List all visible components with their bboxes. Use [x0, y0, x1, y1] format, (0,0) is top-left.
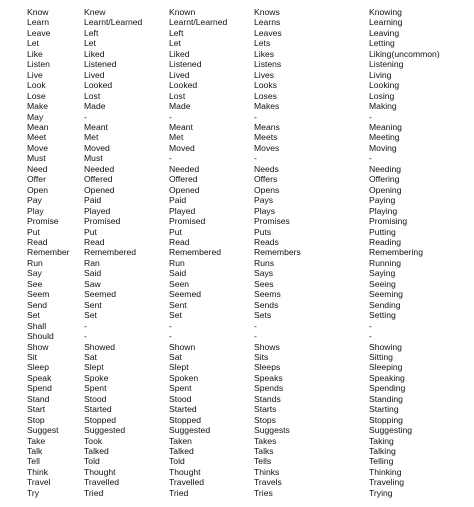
present-participle-cell: Liking(uncommon)	[369, 48, 440, 59]
third-person-cell: Sees	[254, 278, 274, 289]
base-form-cell: Let	[27, 38, 39, 49]
third-person-cell: Promises	[254, 216, 290, 227]
past-simple-cell: Put	[84, 226, 97, 237]
table-row	[27, 300, 467, 310]
third-person-cell: Travels	[254, 477, 282, 488]
present-participle-cell: Seeming	[369, 289, 403, 300]
past-participle-cell: Needed	[169, 163, 200, 174]
present-participle-cell: Suggesting	[369, 425, 413, 436]
base-form-cell: See	[27, 278, 43, 289]
past-participle-cell: -	[169, 320, 172, 331]
past-participle-cell: Set	[169, 310, 182, 321]
past-simple-cell: Travelled	[84, 477, 120, 488]
table-row	[27, 122, 467, 132]
base-form-cell: Spend	[27, 383, 52, 394]
past-simple-cell: Offered	[84, 174, 113, 185]
present-participle-cell: Looking	[369, 80, 400, 91]
base-form-cell: Like	[27, 48, 43, 59]
present-participle-cell: Sending	[369, 299, 401, 310]
third-person-cell: Puts	[254, 226, 272, 237]
third-person-cell: -	[254, 111, 257, 122]
present-participle-cell: Needing	[369, 163, 402, 174]
present-participle-cell: Living	[369, 69, 392, 80]
past-participle-cell: Promised	[169, 216, 206, 227]
past-simple-cell: Let	[84, 38, 96, 49]
base-form-cell: Promise	[27, 216, 59, 227]
past-simple-cell: Slept	[84, 362, 104, 373]
table-row	[27, 289, 467, 299]
past-simple-cell: Moved	[84, 142, 110, 153]
third-person-cell: Sits	[254, 351, 269, 362]
third-person-cell: -	[254, 320, 257, 331]
base-form-cell: Read	[27, 236, 48, 247]
present-participle-cell: Standing	[369, 393, 403, 404]
third-person-cell: Speaks	[254, 372, 283, 383]
third-person-cell: Sleeps	[254, 362, 281, 373]
base-form-cell: May	[27, 111, 44, 122]
past-simple-cell: Sat	[84, 351, 97, 362]
base-form-cell: Talk	[27, 446, 43, 457]
table-row	[27, 467, 467, 477]
third-person-cell: Knows	[254, 7, 280, 17]
third-person-cell: Runs	[254, 257, 275, 268]
table-row	[27, 28, 467, 38]
past-participle-cell: Meant	[169, 121, 193, 132]
past-simple-cell: Seemed	[84, 289, 117, 300]
past-simple-cell: -	[84, 331, 87, 342]
past-participle-cell: Sent	[169, 299, 187, 310]
past-simple-cell: Played	[84, 205, 111, 216]
table-row	[27, 477, 467, 487]
third-person-cell: Takes	[254, 435, 277, 446]
base-form-cell: Sleep	[27, 362, 49, 373]
base-form-cell: Meet	[27, 132, 47, 143]
present-participle-cell: -	[369, 111, 372, 122]
third-person-cell: Remembers	[254, 247, 301, 258]
third-person-cell: Suggests	[254, 425, 290, 436]
past-simple-cell: Took	[84, 435, 103, 446]
table-row	[27, 227, 467, 237]
present-participle-cell: Letting	[369, 38, 395, 49]
base-form-cell: Suggest	[27, 425, 59, 436]
present-participle-cell: Showing	[369, 341, 402, 352]
third-person-cell: Opens	[254, 184, 280, 195]
base-form-cell: Should	[27, 331, 54, 342]
table-row	[27, 247, 467, 257]
present-participle-cell: Saying	[369, 268, 396, 279]
past-participle-cell: Started	[169, 404, 197, 415]
table-row	[27, 488, 467, 498]
third-person-cell: Listens	[254, 59, 282, 70]
base-form-cell: Know	[27, 7, 49, 17]
past-participle-cell: Played	[169, 205, 196, 216]
present-participle-cell: Thinking	[369, 466, 402, 477]
table-row	[27, 49, 467, 59]
base-form-cell: Open	[27, 184, 49, 195]
table-row	[27, 342, 467, 352]
base-form-cell: Learn	[27, 17, 49, 28]
past-simple-cell: Read	[84, 236, 105, 247]
base-form-cell: Tell	[27, 456, 40, 467]
third-person-cell: Thinks	[254, 466, 280, 477]
present-participle-cell: Making	[369, 101, 397, 112]
third-person-cell: Sets	[254, 310, 272, 321]
past-simple-cell: Stood	[84, 393, 107, 404]
past-participle-cell: Put	[169, 226, 182, 237]
past-participle-cell: Said	[169, 268, 187, 279]
present-participle-cell: Meaning	[369, 121, 402, 132]
past-simple-cell: Paid	[84, 195, 102, 206]
past-simple-cell: Started	[84, 404, 112, 415]
table-row	[27, 70, 467, 80]
past-participle-cell: Looked	[169, 80, 198, 91]
base-form-cell: Move	[27, 142, 49, 153]
past-participle-cell: Remembered	[169, 247, 222, 258]
base-form-cell: Stop	[27, 414, 45, 425]
present-participle-cell: -	[369, 153, 372, 164]
past-simple-cell: Lived	[84, 69, 105, 80]
past-participle-cell: Learnt/Learned	[169, 17, 228, 28]
third-person-cell: Says	[254, 268, 274, 279]
past-participle-cell: -	[169, 153, 172, 164]
third-person-cell: Shows	[254, 341, 280, 352]
present-participle-cell: Remembering	[369, 247, 423, 258]
past-simple-cell: Listened	[84, 59, 117, 70]
third-person-cell: Means	[254, 121, 280, 132]
present-participle-cell: Traveling	[369, 477, 405, 488]
third-person-cell: Looks	[254, 80, 277, 91]
present-participle-cell: Knowing	[369, 7, 402, 17]
past-simple-cell: Remembered	[84, 247, 137, 258]
past-simple-cell: Must	[84, 153, 103, 164]
third-person-cell: Talks	[254, 446, 274, 457]
table-row	[27, 415, 467, 425]
third-person-cell: Pays	[254, 195, 274, 206]
present-participle-cell: Telling	[369, 456, 394, 467]
present-participle-cell: Spending	[369, 383, 406, 394]
base-form-cell: Put	[27, 226, 40, 237]
present-participle-cell: Playing	[369, 205, 398, 216]
past-simple-cell: Opened	[84, 184, 115, 195]
past-participle-cell: Lost	[169, 90, 186, 101]
past-simple-cell: Spent	[84, 383, 107, 394]
base-form-cell: Listen	[27, 59, 50, 70]
present-participle-cell: Listening	[369, 59, 404, 70]
base-form-cell: Look	[27, 80, 46, 91]
table-row	[27, 216, 467, 226]
past-participle-cell: Made	[169, 101, 191, 112]
past-participle-cell: Paid	[169, 195, 187, 206]
past-simple-cell: Spoke	[84, 372, 109, 383]
past-simple-cell: Made	[84, 101, 106, 112]
third-person-cell: Meets	[254, 132, 278, 143]
past-participle-cell: Seemed	[169, 289, 202, 300]
base-form-cell: Pay	[27, 195, 42, 206]
third-person-cell: Tries	[254, 487, 273, 498]
past-participle-cell: Sat	[169, 351, 182, 362]
base-form-cell: Play	[27, 205, 44, 216]
past-simple-cell: -	[84, 320, 87, 331]
base-form-cell: Show	[27, 341, 49, 352]
third-person-cell: Likes	[254, 48, 275, 59]
past-simple-cell: Suggested	[84, 425, 126, 436]
past-participle-cell: Suggested	[169, 425, 211, 436]
table-row	[27, 373, 467, 383]
base-form-cell: Think	[27, 466, 49, 477]
past-participle-cell: Left	[169, 27, 184, 38]
past-participle-cell: Let	[169, 38, 181, 49]
present-participle-cell: Starting	[369, 404, 399, 415]
present-participle-cell: Losing	[369, 90, 395, 101]
third-person-cell: Tells	[254, 456, 272, 467]
past-participle-cell: Known	[169, 7, 196, 17]
present-participle-cell: Sleeping	[369, 362, 403, 373]
past-simple-cell: Showed	[84, 341, 116, 352]
past-participle-cell: Opened	[169, 184, 200, 195]
table-row	[27, 394, 467, 404]
base-form-cell: Speak	[27, 372, 52, 383]
third-person-cell: Learns	[254, 17, 281, 28]
present-participle-cell: Promising	[369, 216, 408, 227]
table-row	[27, 112, 467, 122]
present-participle-cell: Taking	[369, 435, 394, 446]
base-form-cell: Stand	[27, 393, 50, 404]
past-participle-cell: Liked	[169, 48, 190, 59]
third-person-cell: -	[254, 331, 257, 342]
table-row	[27, 331, 467, 341]
present-participle-cell: Seeing	[369, 278, 396, 289]
base-form-cell: Remember	[27, 247, 70, 258]
base-form-cell: Live	[27, 69, 43, 80]
past-participle-cell: Moved	[169, 142, 195, 153]
past-participle-cell: Tried	[169, 487, 189, 498]
past-simple-cell: Told	[84, 456, 100, 467]
past-simple-cell: Saw	[84, 278, 101, 289]
third-person-cell: Offers	[254, 174, 278, 185]
present-participle-cell: Stopping	[369, 414, 403, 425]
table-row	[27, 352, 467, 362]
base-form-cell: Need	[27, 163, 48, 174]
past-participle-cell: Travelled	[169, 477, 205, 488]
table-row	[27, 164, 467, 174]
past-participle-cell: Spent	[169, 383, 192, 394]
third-person-cell: Moves	[254, 142, 280, 153]
past-simple-cell: Met	[84, 132, 99, 143]
third-person-cell: Sends	[254, 299, 279, 310]
past-simple-cell: Ran	[84, 257, 100, 268]
present-participle-cell: Paying	[369, 195, 396, 206]
table-row	[27, 456, 467, 466]
present-participle-cell: Setting	[369, 310, 396, 321]
table-row	[27, 17, 467, 27]
past-participle-cell: Thought	[169, 466, 201, 477]
table-row	[27, 436, 467, 446]
past-participle-cell: Told	[169, 456, 185, 467]
base-form-cell: Sit	[27, 351, 38, 362]
table-row	[27, 258, 467, 268]
base-form-cell: Mean	[27, 121, 49, 132]
past-simple-cell: Stopped	[84, 414, 117, 425]
present-participle-cell: Leaving	[369, 27, 400, 38]
table-row	[27, 237, 467, 247]
past-participle-cell: Listened	[169, 59, 202, 70]
past-participle-cell: Spoken	[169, 372, 199, 383]
past-simple-cell: Thought	[84, 466, 116, 477]
third-person-cell: Makes	[254, 101, 280, 112]
third-person-cell: Loses	[254, 90, 277, 101]
present-participle-cell: -	[369, 331, 372, 342]
base-form-cell: Make	[27, 101, 49, 112]
present-participle-cell: Opening	[369, 184, 402, 195]
third-person-cell: Plays	[254, 205, 276, 216]
table-row	[27, 321, 467, 331]
base-form-cell: Offer	[27, 174, 46, 185]
past-participle-cell: Seen	[169, 278, 190, 289]
base-form-cell: Run	[27, 257, 43, 268]
past-simple-cell: Needed	[84, 163, 115, 174]
table-row	[27, 143, 467, 153]
base-form-cell: Set	[27, 310, 40, 321]
table-row	[27, 174, 467, 184]
table-row	[27, 80, 467, 90]
past-participle-cell: Stood	[169, 393, 192, 404]
table-row	[27, 279, 467, 289]
verb-forms-table-body	[27, 7, 467, 498]
table-row	[27, 362, 467, 372]
present-participle-cell: Offering	[369, 174, 400, 185]
present-participle-cell: Putting	[369, 226, 396, 237]
base-form-cell: Must	[27, 153, 46, 164]
present-participle-cell: Moving	[369, 142, 397, 153]
table-row	[27, 383, 467, 393]
third-person-cell: Lets	[254, 38, 271, 49]
past-participle-cell: Offered	[169, 174, 198, 185]
third-person-cell: -	[254, 153, 257, 164]
past-simple-cell: Left	[84, 27, 99, 38]
past-simple-cell: Looked	[84, 80, 113, 91]
past-participle-cell: Taken	[169, 435, 192, 446]
third-person-cell: Starts	[254, 404, 277, 415]
table-row	[27, 425, 467, 435]
table-row	[27, 404, 467, 414]
present-participle-cell: Meeting	[369, 132, 400, 143]
past-simple-cell: Meant	[84, 121, 108, 132]
present-participle-cell: Sitting	[369, 351, 393, 362]
past-simple-cell: Said	[84, 268, 102, 279]
base-form-cell: Seem	[27, 289, 50, 300]
table-row	[27, 195, 467, 205]
past-simple-cell: Tried	[84, 487, 104, 498]
table-row	[27, 206, 467, 216]
past-participle-cell: Lived	[169, 69, 190, 80]
past-participle-cell: Slept	[169, 362, 189, 373]
table-row	[27, 7, 467, 17]
past-simple-cell: Lost	[84, 90, 101, 101]
past-participle-cell: Shown	[169, 341, 196, 352]
past-participle-cell: -	[169, 111, 172, 122]
past-simple-cell: Learnt/Learned	[84, 17, 143, 28]
past-participle-cell: Talked	[169, 446, 194, 457]
third-person-cell: Stops	[254, 414, 276, 425]
third-person-cell: Stands	[254, 393, 281, 404]
table-row	[27, 153, 467, 163]
past-participle-cell: Run	[169, 257, 185, 268]
past-simple-cell: Liked	[84, 48, 105, 59]
third-person-cell: Needs	[254, 163, 279, 174]
past-simple-cell: Talked	[84, 446, 109, 457]
base-form-cell: Say	[27, 268, 42, 279]
past-simple-cell: Promised	[84, 216, 121, 227]
base-form-cell: Start	[27, 404, 46, 415]
past-simple-cell: Sent	[84, 299, 102, 310]
table-row	[27, 91, 467, 101]
table-row	[27, 268, 467, 278]
base-form-cell: Send	[27, 299, 48, 310]
past-simple-cell: Set	[84, 310, 97, 321]
past-participle-cell: Met	[169, 132, 184, 143]
table-row	[27, 446, 467, 456]
table-row	[27, 132, 467, 142]
base-form-cell: Shall	[27, 320, 47, 331]
third-person-cell: Spends	[254, 383, 284, 394]
base-form-cell: Try	[27, 487, 40, 498]
verb-forms-table	[27, 7, 467, 498]
third-person-cell: Seems	[254, 289, 281, 300]
table-row	[27, 185, 467, 195]
present-participle-cell: Reading	[369, 236, 402, 247]
present-participle-cell: -	[369, 320, 372, 331]
past-participle-cell: Stopped	[169, 414, 202, 425]
past-simple-cell: Knew	[84, 7, 106, 17]
table-row	[27, 310, 467, 320]
table-row	[27, 38, 467, 48]
present-participle-cell: Learning	[369, 17, 403, 28]
base-form-cell: Leave	[27, 27, 51, 38]
base-form-cell: Take	[27, 435, 46, 446]
table-row	[27, 59, 467, 69]
past-participle-cell: -	[169, 331, 172, 342]
present-participle-cell: Talking	[369, 446, 396, 457]
present-participle-cell: Speaking	[369, 372, 405, 383]
present-participle-cell: Running	[369, 257, 402, 268]
base-form-cell: Travel	[27, 477, 51, 488]
past-participle-cell: Read	[169, 236, 190, 247]
base-form-cell: Lose	[27, 90, 46, 101]
third-person-cell: Lives	[254, 69, 275, 80]
present-participle-cell: Trying	[369, 487, 393, 498]
past-simple-cell: -	[84, 111, 87, 122]
third-person-cell: Reads	[254, 236, 279, 247]
table-row	[27, 101, 467, 111]
third-person-cell: Leaves	[254, 27, 282, 38]
